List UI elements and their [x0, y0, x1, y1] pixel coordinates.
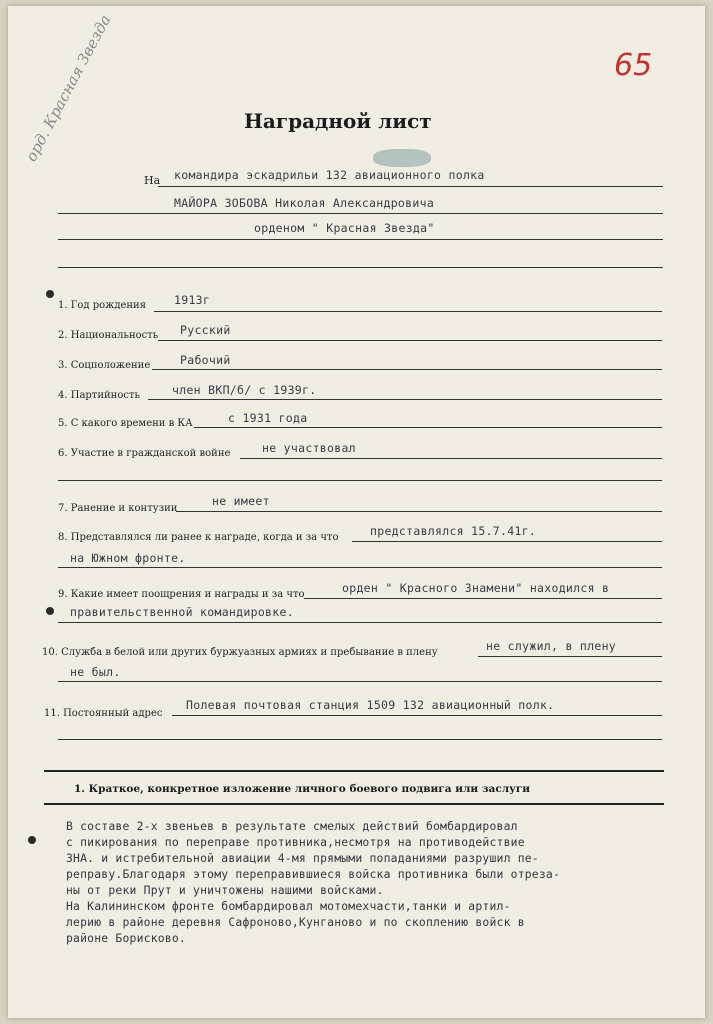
- header-line-3: орденом " Красная Звезда": [254, 221, 435, 235]
- field-rule: [304, 598, 662, 599]
- field-value-awards-2: правительственной командировке.: [70, 605, 294, 619]
- field-value-address: Полевая почтовая станция 1509 132 авиационный полк.: [186, 698, 555, 712]
- field-value-prior-nomination: представлялся 15.7.41г.: [370, 524, 537, 538]
- punch-hole: [28, 836, 36, 844]
- header-line-2: МАЙОРА ЗОБОВА Николая Александровича: [174, 196, 435, 210]
- section-heading: 1. Краткое, конкретное изложение личного боевого подвига или заслуги: [74, 783, 531, 795]
- field-value-service-since: с 1931 года: [228, 411, 308, 425]
- punch-hole: [46, 607, 54, 615]
- award-sheet: [8, 6, 705, 1018]
- field-rule: [152, 369, 662, 370]
- body-line: реправу.Благодаря этому переправившиеся войска противника были отреза-: [66, 867, 561, 881]
- field-label-awards: 9. Какие имеет поощрения и награды и за что: [58, 589, 305, 600]
- field-label-white-army: 10. Служба в белой или других буржуазных армиях и пребывание в плену: [42, 647, 438, 658]
- field-value-prior-nomination-2: на Южном фронте.: [70, 551, 186, 565]
- body-line: На Калининском фронте бомбардировал мотомехчасти,танки и артил-: [66, 899, 511, 913]
- page-number: 65: [614, 48, 653, 83]
- field-rule: [352, 541, 662, 542]
- header-line-1: командира эскадрильи 132 авиационного полка: [174, 168, 485, 182]
- ink-stamp: [373, 149, 431, 167]
- body-line: ЗНА. и истребительной авиации 4-мя прямыми попаданиями разрушил пе-: [66, 851, 539, 865]
- field-value-social-status: Рабочий: [180, 353, 231, 367]
- field-rule: [58, 480, 662, 481]
- field-label-civil-war: 6. Участие в гражданской войне: [58, 448, 231, 459]
- field-rule: [194, 427, 662, 428]
- na-label: На: [144, 174, 161, 187]
- field-value-party: член ВКП/б/ с 1939г.: [172, 383, 317, 397]
- header-rule-1: [158, 186, 663, 187]
- corner-note: орд. Красная Звезда: [22, 11, 115, 165]
- field-value-white-army: не служил, в плену: [486, 639, 617, 653]
- field-label-social-status: 3. Соцположение: [58, 360, 151, 371]
- body-line: В составе 2-х звеньев в результате смелых действий бомбардировал: [66, 819, 518, 833]
- field-label-address: 11. Постоянный адрес: [44, 708, 163, 719]
- field-rule: [158, 340, 662, 341]
- body-line: лерию в районе деревня Сафроново,Кунганово и по скоплению войск в: [66, 915, 525, 929]
- field-rule: [58, 681, 662, 682]
- field-rule: [154, 311, 662, 312]
- field-value-wounds: не имеет: [212, 494, 270, 508]
- field-rule: [172, 715, 662, 716]
- header-rule-2: [58, 213, 663, 214]
- field-value-civil-war: не участвовал: [262, 441, 356, 455]
- header-rule-4: [58, 267, 663, 268]
- field-label-service-since: 5. С какого времени в КА: [58, 418, 193, 429]
- field-rule: [58, 622, 662, 623]
- field-value-awards: орден " Красного Знамени" находился в: [342, 581, 610, 595]
- header-rule-3: [58, 239, 663, 240]
- field-value-nationality: Русский: [180, 323, 231, 337]
- field-rule: [58, 739, 662, 740]
- body-line: ны от реки Прут и уничтожены нашими войсками.: [66, 883, 384, 897]
- field-rule: [478, 656, 662, 657]
- field-label-prior-nomination: 8. Представлялся ли ранее к награде, когда и за что: [58, 532, 339, 543]
- field-value-birth-year: 1913г: [174, 293, 211, 307]
- field-rule: [58, 567, 662, 568]
- field-rule: [240, 458, 662, 459]
- body-line: с пикирования по переправе противника,несмотря на противодействие: [66, 835, 525, 849]
- section-rule-bottom: [44, 803, 664, 805]
- punch-hole: [46, 290, 54, 298]
- field-value-white-army-2: не был.: [70, 665, 121, 679]
- field-label-party: 4. Партийность: [58, 390, 140, 401]
- body-line: районе Борисково.: [66, 931, 186, 945]
- field-label-nationality: 2. Национальность: [58, 330, 159, 341]
- field-label-wounds: 7. Ранение и контузии: [58, 503, 178, 514]
- section-rule-top: [44, 770, 664, 772]
- document-title: Наградной лист: [244, 109, 432, 133]
- field-rule: [176, 511, 662, 512]
- field-label-birth-year: 1. Год рождения: [58, 300, 147, 311]
- field-rule: [148, 399, 662, 400]
